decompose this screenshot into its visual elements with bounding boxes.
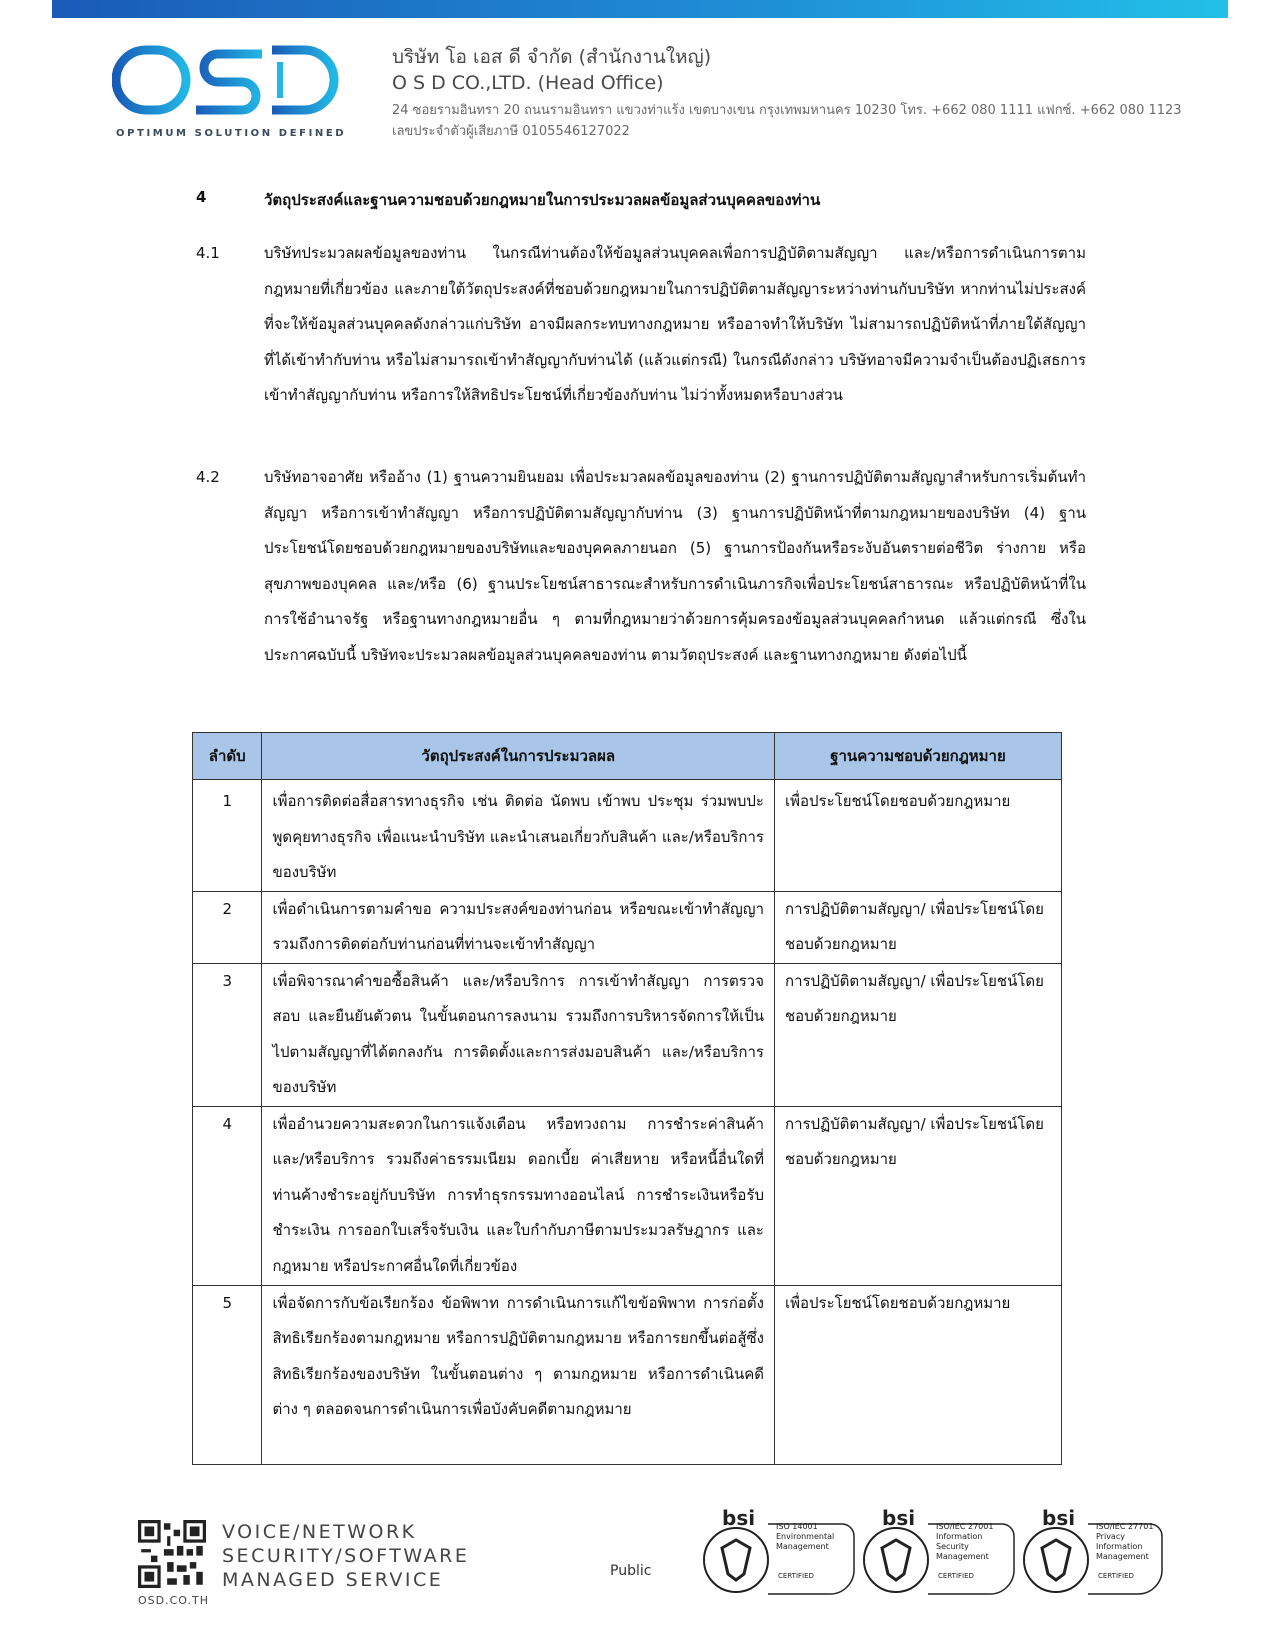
section-title: วัตถุประสงค์และฐานความชอบด้วยกฎหมายในการประมวลผลข้อมูลส่วนบุคคลของท่าน bbox=[264, 191, 821, 209]
row-basis: การปฏิบัติตามสัญญา/ เพื่อประโยชน์โดยชอบด้วยกฎหมาย bbox=[775, 891, 1062, 963]
paragraph-number: 4.1 bbox=[196, 244, 220, 262]
service-item: MANAGED SERVICE bbox=[222, 1569, 444, 1591]
row-no: 2 bbox=[193, 891, 262, 963]
table-row bbox=[193, 1285, 1062, 1464]
logo-tagline: OPTIMUM SOLUTION DEFINED bbox=[116, 128, 347, 139]
bsi-brand: bsi bbox=[1042, 1506, 1076, 1530]
cert-status: CERTIFIED bbox=[938, 1572, 974, 1580]
table-header-row bbox=[193, 733, 1062, 780]
service-item: SECURITY/SOFTWARE bbox=[222, 1545, 470, 1567]
paragraph-text: บริษัทประมวลผลข้อมูลของท่าน ในกรณีท่านต้องให้ข้อมูลส่วนบุคคลเพื่อการปฏิบัติตามสัญญา และ/หรือการดำเนินการตามกฎหมายที่เกี่ยวข้อง และภายใต้วัตถุประสงค์ที่ชอบด้วยกฎหมายในการปฏิบัติตามสัญญาระหว่างท่านกับบริษัท หากท่านไม่ประสงค์ที่จะให้ข้อมูลส่วนบุคคลดังกล่าวแก่บริษัท อาจมีผลกระทบทางกฎหมาย หรืออาจทำให้บริษัท ไม่สามารถปฏิบัติหน้าที่ภายใต้สัญญาที่ได้เข้าทำกับท่าน หรือไม่สามารถเข้าทำสัญญากับท่านได้ (แล้วแต่กรณี) ในกรณีดังกล่าว บริษัทอาจมีความจำเป็นต้องปฏิเสธการเข้าทำสัญญากับท่าน หรือการให้สิทธิประโยชน์ที่เกี่ยวข้องกับท่าน ไม่ว่าทั้งหมดหรือบางส่วน bbox=[264, 244, 1086, 404]
row-basis: เพื่อประโยชน์โดยชอบด้วยกฎหมาย bbox=[775, 1285, 1062, 1464]
header-purpose: วัตถุประสงค์ในการประมวลผล bbox=[262, 733, 775, 780]
classification-label: Public bbox=[610, 1563, 652, 1579]
row-no: 1 bbox=[193, 780, 262, 892]
bsi-brand: bsi bbox=[882, 1506, 916, 1530]
website-url: OSD.CO.TH bbox=[138, 1594, 209, 1607]
table-row bbox=[193, 963, 1062, 1106]
paragraph-number: 4.2 bbox=[196, 468, 220, 486]
osd-logo bbox=[112, 40, 352, 140]
bsi-brand: bsi bbox=[722, 1506, 756, 1530]
services-list bbox=[222, 1520, 469, 1592]
cert-status: CERTIFIED bbox=[778, 1572, 814, 1580]
row-purpose: เพื่ออำนวยความสะดวกในการแจ้งเตือน หรือทวงถาม การชำระค่าสินค้า และ/หรือบริการ รวมถึงค่าธรรมเนียม ดอกเบี้ย ค่าเสียหาย หรือหนี้อื่นใดที่ท่านค้างชำระอยู่กับบริษัท การทำธุรกรรมทางออนไลน์ การชำระเงินหรือรับชำระเงิน การออกใบเสร็จรับเงิน และใบกำกับภาษีตามประมวลรัษฎากร และกฎหมาย หรือประกาศอื่นใดที่เกี่ยวข้อง bbox=[262, 1106, 775, 1285]
cert-badge-iso27701 bbox=[1022, 1506, 1180, 1602]
table-row bbox=[193, 891, 1062, 963]
header-no: ลำดับ bbox=[193, 733, 262, 780]
header-basis: ฐานความชอบด้วยกฎหมาย bbox=[775, 733, 1062, 780]
cert-label: ISO/IEC 27701 Privacy Information Management bbox=[1096, 1522, 1154, 1561]
company-tax-id: เลขประจำตัวผู้เสียภาษี 0105546127022 bbox=[392, 124, 630, 139]
row-basis: การปฏิบัติตามสัญญา/ เพื่อประโยชน์โดยชอบด้วยกฎหมาย bbox=[775, 963, 1062, 1106]
table-row bbox=[193, 780, 1062, 892]
company-header bbox=[392, 44, 1182, 142]
row-no: 4 bbox=[193, 1106, 262, 1285]
paragraph-text: บริษัทอาจอาศัย หรืออ้าง (1) ฐานความยินยอม เพื่อประมวลผลข้อมูลของท่าน (2) ฐานการปฏิบัติตามสัญญาสำหรับการเริ่มต้นทำสัญญา หรือการเข้าทำสัญญา หรือการปฏิบัติตามสัญญากับท่าน (3) ฐานการปฏิบัติหน้าที่ตามกฎหมายของบริษัท (4) ฐานประโยชน์โดยชอบด้วยกฎหมายของบริษัทและของบุคคลภายนอก (5) ฐานการป้องกันหรือระงับอันตรายต่อชีวิต ร่างกาย หรือสุขภาพของบุคคล และ/หรือ (6) ฐานประโยชน์สาธารณะสำหรับการดำเนินภารกิจเพื่อประโยชน์สาธารณะ หรือปฏิบัติหน้าที่ในการใช้อำนาจรัฐ หรือฐานทางกฎหมายอื่น ๆ ตามที่กฎหมายว่าด้วยการคุ้มครองข้อมูลส่วนบุคคลกำหนด แล้วแต่กรณี ซึ่งในประกาศฉบับนี้ บริษัทจะประมวลผลข้อมูลส่วนบุคคลของท่าน ตามวัตถุประสงค์ และฐานทางกฎหมาย ดังต่อไปนี้ bbox=[264, 468, 1086, 664]
table-row bbox=[193, 1106, 1062, 1285]
row-no: 3 bbox=[193, 963, 262, 1106]
cert-status: CERTIFIED bbox=[1098, 1572, 1134, 1580]
cert-badge-iso27001 bbox=[862, 1506, 1020, 1602]
qr-code-icon bbox=[138, 1520, 206, 1588]
cert-label: ISO/IEC 27001 Information Security Management bbox=[936, 1522, 994, 1561]
row-no: 5 bbox=[193, 1285, 262, 1464]
row-basis: การปฏิบัติตามสัญญา/ เพื่อประโยชน์โดยชอบด้วยกฎหมาย bbox=[775, 1106, 1062, 1285]
header-accent-bar bbox=[52, 0, 1228, 18]
purpose-table bbox=[192, 732, 1062, 1465]
row-purpose: เพื่อพิจารณาคำขอซื้อสินค้า และ/หรือบริการ การเข้าทำสัญญา การตรวจสอบ และยืนยันตัวตน ในขั้นตอนการลงนาม รวมถึงการบริหารจัดการให้เป็นไปตามสัญญาที่ได้ตกลงกัน การติดตั้งและการส่งมอบสินค้า และ/หรือบริการของบริษัท bbox=[262, 963, 775, 1106]
service-item: VOICE/NETWORK bbox=[222, 1521, 417, 1543]
company-name-en: O S D CO.,LTD. (Head Office) bbox=[392, 72, 664, 94]
section-number: 4 bbox=[196, 188, 207, 206]
row-purpose: เพื่อจัดการกับข้อเรียกร้อง ข้อพิพาท การดำเนินการแก้ไขข้อพิพาท การก่อตั้งสิทธิเรียกร้องตามกฎหมาย หรือการปฏิบัติตามกฎหมาย หรือการยกขึ้นต่อสู้ซึ่งสิทธิเรียกร้องของบริษัท ในขั้นตอนต่าง ๆ ตามกฎหมาย หรือการดำเนินคดีต่าง ๆ ตลอดจนการดำเนินการเพื่อบังคับคดีตามกฎหมาย bbox=[262, 1285, 775, 1464]
row-basis: เพื่อประโยชน์โดยชอบด้วยกฎหมาย bbox=[775, 780, 1062, 892]
company-address: 24 ซอยรามอินทรา 20 ถนนรามอินทรา แขวงท่าแร้ง เขตบางเขน กรุงเทพมหานคร 10230 โทร. +662 080 1111 แฟกซ์. +662 080 1123 bbox=[392, 103, 1182, 118]
cert-label: ISO 14001 Environmental Management bbox=[776, 1522, 835, 1551]
company-name-th: บริษัท โอ เอส ดี จำกัด (สำนักงานใหญ่) bbox=[392, 46, 712, 68]
row-purpose: เพื่อการติดต่อสื่อสารทางธุรกิจ เช่น ติดต่อ นัดพบ เข้าพบ ประชุม ร่วมพบปะพูดคุยทางธุรกิจ เพื่อแนะนำบริษัท และนำเสนอเกี่ยวกับสินค้า และ/หรือบริการของบริษัท bbox=[262, 780, 775, 892]
cert-badge-iso14001 bbox=[702, 1506, 860, 1602]
row-purpose: เพื่อดำเนินการตามคำขอ ความประสงค์ของท่านก่อน หรือขณะเข้าทำสัญญา รวมถึงการติดต่อกับท่านก่อนที่ท่านจะเข้าทำสัญญา bbox=[262, 891, 775, 963]
